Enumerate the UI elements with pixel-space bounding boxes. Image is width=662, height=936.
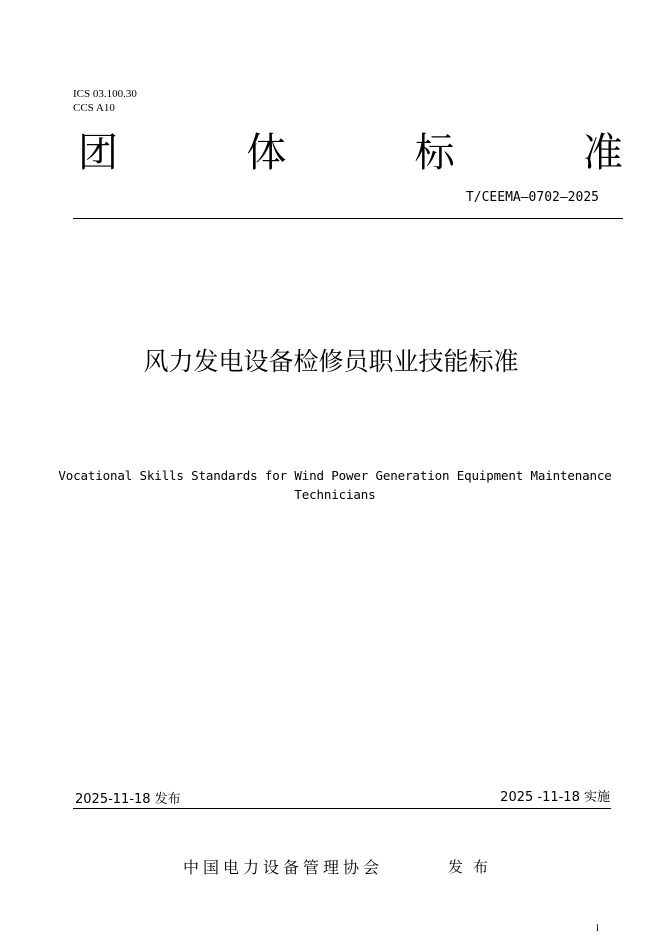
document-title-english <box>30 466 640 504</box>
english-title-line-2: Technicians <box>294 487 376 502</box>
cover-title <box>78 130 623 176</box>
document-title-chinese: 风力发电设备检修员职业技能标准 <box>143 347 519 376</box>
ccs-code: CCS A10 <box>73 102 115 114</box>
issue-date: 2025-11-18 发布 <box>75 792 181 807</box>
publish-label: 发布 <box>448 858 499 876</box>
dates-divider <box>73 808 611 809</box>
page-number: I <box>596 923 599 933</box>
cover-title-char: 准 <box>582 130 623 176</box>
publisher-name: 中国电力设备管理协会 <box>183 858 384 877</box>
cover-title-char: 标 <box>414 130 455 176</box>
english-title-line-1: Vocational Skills Standards for Wind Power Generation Equipment Maintenance <box>58 468 612 483</box>
ics-code: ICS 03.100.30 <box>73 88 137 100</box>
cover-title-char: 团 <box>78 130 118 176</box>
cover-title-char: 体 <box>246 130 287 176</box>
standard-number: T/CEEMA—0702—2025 <box>465 190 599 205</box>
header-divider <box>73 218 623 219</box>
implementation-date: 2025 -11-18 实施 <box>500 790 610 805</box>
classification-codes <box>73 87 137 115</box>
